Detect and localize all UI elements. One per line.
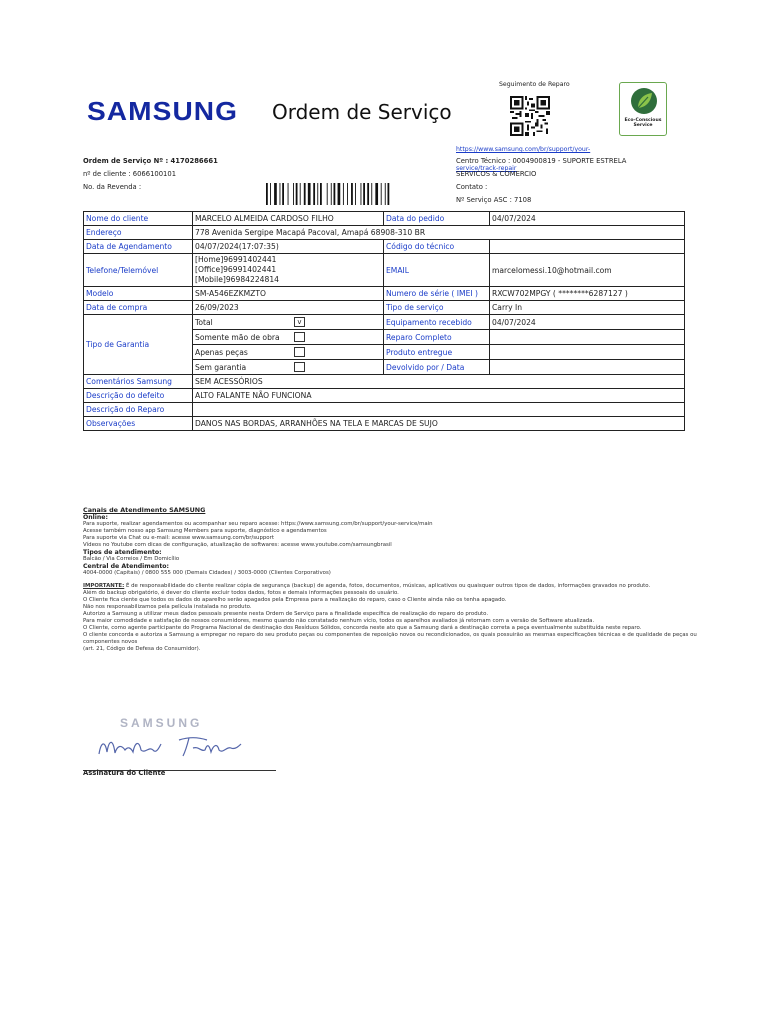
barcode-bar (317, 183, 318, 205)
centro-tecnico: Centro Técnico : 0004900819 - SUPORTE ESTRELA (456, 157, 627, 165)
comentarios-label: Comentários Samsung (84, 375, 193, 389)
importante-line: O Cliente, como agente participante do Programa Nacional de destinação dos Resíduos Sólidos, concorda neste ato que a Samsung dará a destinação correta a peça eventualmente substituída neste reparo. (83, 625, 642, 631)
defeito-label: Descrição do defeito (84, 389, 193, 403)
barcode-bar (270, 183, 271, 205)
importante-line: O Cliente fica ciente que todos os dados do aparelho serão apagados pela Empresa para a realização do reparo, caso o Cliente ainda não os tenha apagado. (83, 597, 507, 603)
agendamento-value: 04/07/2024(17:07:35) (193, 240, 384, 254)
barcode-bar (388, 183, 390, 205)
service-order-table (83, 211, 685, 431)
page-title: Ordem de Serviço (272, 100, 452, 124)
telefone-mobile: [Mobile]96984224814 (195, 275, 279, 284)
barcode-bar (338, 183, 341, 205)
compra-label: Data de compra (84, 301, 193, 315)
barcode-bar (385, 183, 386, 205)
garantia-mao-obra-checkbox[interactable] (294, 332, 305, 342)
signature-stamp: SAMSUNG (120, 716, 203, 730)
barcode-bar (288, 183, 289, 205)
garantia-pecas-checkbox[interactable] (294, 347, 305, 357)
compra-value: 26/09/2023 (193, 301, 384, 315)
garantia-option-mao-obra (193, 330, 384, 345)
barcode-bar (266, 183, 268, 205)
telefone-home: [Home]96991402441 (195, 255, 277, 264)
barcode-bar (308, 183, 311, 205)
online-line: Para suporte via Chat ou e-mail: acesse www.samsung.com/br/support (83, 535, 274, 541)
eco-label: Eco-Conscious Service (624, 118, 662, 128)
agendamento-label: Data de Agendamento (84, 240, 193, 254)
barcode-bar (296, 183, 298, 205)
defeito-value: ALTO FALANTE NÃO FUNCIONA (193, 389, 685, 403)
codigo-tecnico-label: Código do técnico (384, 240, 490, 254)
reparo-completo-label: Reparo Completo (384, 330, 490, 345)
garantia-mao-obra-label: Somente mão de obra (195, 332, 280, 342)
telefone-values (193, 254, 384, 287)
tracking-label: Seguimento de Reparo (499, 81, 570, 88)
reparo-label: Descrição do Reparo (84, 403, 193, 417)
garantia-total-checkbox[interactable]: v (294, 317, 305, 327)
barcode-bar (331, 183, 332, 205)
garantia-total-label: Total (195, 317, 213, 327)
equip-recebido-value: 04/07/2024 (490, 315, 685, 330)
barcode-bar (381, 183, 382, 205)
online-label: Online: (83, 514, 108, 521)
observacoes-label: Observações (84, 417, 193, 431)
importante-line: Além do backup obrigatório, é dever do cliente excluir todos dados, fotos e demais informações pessoais do usuário. (83, 590, 399, 596)
online-line: Acesse também nosso app Samsung Members para suporte, diagnóstico e agendamentos (83, 528, 327, 534)
tipos-line: Balcão / Via Correios / Em Domicílio (83, 556, 180, 562)
barcode-bar (334, 183, 336, 205)
tipos-label: Tipos de atendimento: (83, 549, 162, 556)
contato: Contato : (456, 183, 488, 191)
handwritten-signature (95, 728, 255, 762)
comentarios-value: SEM ACESSÓRIOS (193, 375, 685, 389)
importante-first: É de responsabilidade do cliente realizar cópia de segurança (backup) de agenda, fotos, documentos, músicas, aplicativos ou quaisquer outros tipos de dados, informações gravados no produto. (124, 583, 651, 589)
barcode-bar (351, 183, 353, 205)
barcode-bar (280, 183, 281, 205)
barcode-bar (282, 183, 284, 205)
barcode-bar (367, 183, 369, 205)
serie-value: RXCW702MPGY ( ********6287127 ) (490, 287, 685, 301)
barcode-bar (375, 183, 378, 205)
produto-entregue-value (490, 345, 685, 360)
importante-line: (art. 21, Código de Defesa do Consumidor). (83, 646, 201, 652)
garantia-sem-checkbox[interactable] (294, 362, 305, 372)
barcode-icon (266, 183, 426, 205)
devolvido-label: Devolvido por / Data (384, 360, 490, 375)
modelo-value: SM-A546EZKMZTO (193, 287, 384, 301)
garantia-option-total (193, 315, 384, 330)
equip-recebido-label: Equipamento recebido (384, 315, 490, 330)
barcode-bar (363, 183, 365, 205)
garantia-label: Tipo de Garantia (84, 315, 193, 375)
leaf-icon (629, 86, 659, 116)
barcode-bar (300, 183, 301, 205)
garantia-option-pecas (193, 345, 384, 360)
online-line: Para suporte, realizar agendamentos ou acompanhar seu reparo acesse: https://www.samsung.com/br/support/your-service/main (83, 521, 433, 527)
barcode-bar (327, 183, 328, 205)
barcode-bar (371, 183, 372, 205)
qr-code-icon (510, 96, 550, 136)
barcode-bar (343, 183, 344, 205)
importante-label: IMPORTANTE: (83, 583, 125, 589)
email-label: EMAIL (384, 254, 490, 287)
servico-asc: Nº Serviço ASC : 7108 (456, 196, 532, 204)
importante-line: Autorizo a Samsung a utilizar meus dados pessoais presente nesta Ordem de Serviço para a finalidade específica de realização do reparo do produto. (83, 611, 489, 617)
reparo-value (193, 403, 685, 417)
canais-atendimento (83, 506, 713, 653)
endereco-value: 778 Avenida Sergipe Macapá Pacoval, Amapá 68908-310 BR (193, 226, 685, 240)
barcode-bar (293, 183, 294, 205)
order-number: Ordem de Serviço Nº : 4170286661 (83, 157, 218, 165)
barcode-bar (347, 183, 348, 205)
serie-label: Numero de série ( IMEI ) (384, 287, 490, 301)
barcode-bar (355, 183, 356, 205)
data-pedido-value: 04/07/2024 (490, 212, 685, 226)
client-number: nº de cliente : 6066100101 (83, 170, 177, 178)
signature-label: Assinatura do Cliente (83, 769, 166, 777)
modelo-label: Modelo (84, 287, 193, 301)
importante-paragraph (83, 583, 713, 590)
barcode-bar (313, 183, 315, 205)
tipo-servico-label: Tipo de serviço (384, 301, 490, 315)
observacoes-value: DANOS NAS BORDAS, ARRANHÕES NA TELA E MARCAS DE SUJO (193, 417, 685, 431)
barcode-bar (304, 183, 306, 205)
barcode-bar (274, 183, 277, 205)
codigo-tecnico-value (490, 240, 685, 254)
garantia-option-sem (193, 360, 384, 375)
nome-label: Nome do cliente (84, 212, 193, 226)
telefone-label: Telefone/Telemóvel (84, 254, 193, 287)
online-line: Vídeos no Youtube com dicas de configuração, atualização de softwares: acesse www.youtube.com/samsungbrasil (83, 542, 392, 548)
garantia-pecas-label: Apenas peças (195, 347, 248, 357)
central-label: Central de Atendimento: (83, 563, 170, 570)
devolvido-value (490, 360, 685, 375)
barcode-bar (320, 183, 322, 205)
importante-line: O cliente concorda e autoriza a Samsung a empregar no reparo do seu produto peças ou componentes de reposição novos ou recondicionados, os quais possuirão as mesmas especificações técnicas e de qualidade de peças ou componentes novos (83, 632, 697, 645)
eco-conscious-badge (619, 82, 667, 136)
centro-tecnico-2: SERVICOS & COMERCIO (456, 170, 537, 178)
telefone-office: [Office]96991402441 (195, 265, 277, 274)
samsung-logo: SAMSUNG (87, 96, 239, 126)
importante-line: Para maior comodidade e satisfação de nossos consumidores, mesmo quando não constatado nenhum vício, todos os aparelhos avaliados já retornam com a versão de Software atualizada. (83, 618, 595, 624)
email-value: marcelomessi.10@hotmail.com (490, 254, 685, 287)
revenda-number: No. da Revenda : (83, 183, 142, 191)
tracking-link[interactable]: https://www.samsung.com/br/support/your-service/track-repair (456, 146, 591, 172)
endereco-label: Endereço (84, 226, 193, 240)
importante-line: Não nos responsabilizamos pela película instalada no produto. (83, 604, 252, 610)
nome-value: MARCELO ALMEIDA CARDOSO FILHO (193, 212, 384, 226)
produto-entregue-label: Produto entregue (384, 345, 490, 360)
canais-title: Canais de Atendimento SAMSUNG (83, 506, 206, 514)
central-line: 4004-0000 (Capitais) / 0800 555 000 (Demais Cidades) / 3003-0000 (Clientes Corporativos) (83, 570, 331, 576)
reparo-completo-value (490, 330, 685, 345)
garantia-sem-label: Sem garantia (195, 362, 247, 372)
barcode-bar (361, 183, 362, 205)
tipo-servico-value: Carry In (490, 301, 685, 315)
data-pedido-label: Data do pedido (384, 212, 490, 226)
